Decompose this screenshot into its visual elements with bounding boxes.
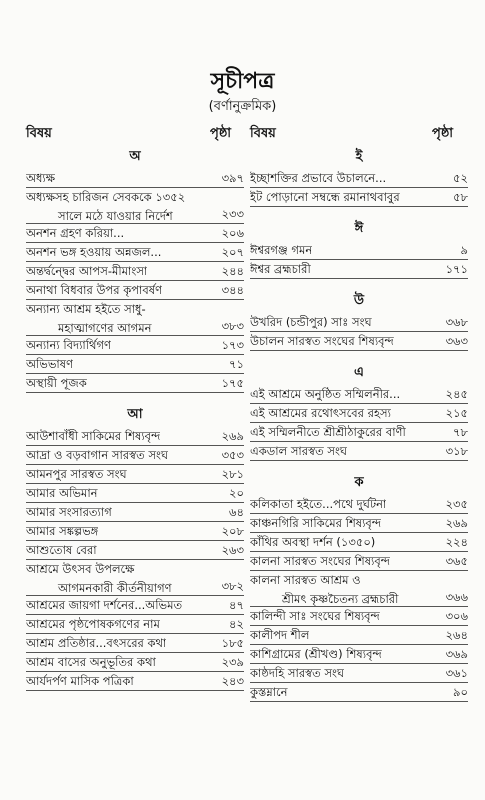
index-entry [250, 533, 468, 552]
entry-title: কালনা সারস্বত আশ্রম ও [250, 573, 361, 587]
entry-page: ৭৮ [453, 425, 468, 439]
entry-title: আমনপুর সারস্বত সংঘ [26, 467, 127, 481]
index-entry [26, 427, 244, 446]
entry-page: ৩৬৬ [445, 590, 468, 604]
entry-title: অন্তর্দ্বন্দ্বের আপস-মীমাংসা [26, 264, 148, 278]
entry-title: আশ্রমের জায়গা দর্শনের...অভিমত [26, 598, 183, 612]
section-letter: এ [354, 365, 364, 380]
entry-page: ২১৫ [445, 406, 468, 420]
entry-title: কাঁথির অবস্থা দর্শন (১৩৫০) [250, 535, 376, 549]
row-divider [26, 392, 244, 393]
entry-page: ৫৮ [453, 190, 468, 204]
entry-page: ২০৬ [221, 226, 244, 240]
entry-page: ৩৬৫ [445, 554, 468, 568]
index-entry [250, 332, 468, 351]
entry-title: আশ্রম বাসের অনুভূতির কথা [26, 655, 156, 669]
entry-page: ২০৮ [221, 524, 244, 538]
entry-page: ৩০৬ [445, 609, 468, 623]
entry-title: এই আশ্রমের রথোৎসবের রহস্য [250, 406, 391, 420]
entry-page: ২০৭ [221, 245, 244, 259]
entry-title: অভিভাষণ [26, 357, 74, 371]
entry-page: ৩৮৩ [221, 319, 244, 333]
entry-page: ২৪৫ [445, 387, 468, 401]
row-divider [250, 701, 468, 702]
entry-page: ১৭১ [445, 262, 468, 276]
header-page-right: পৃষ্ঠা [432, 126, 454, 141]
index-entry [250, 241, 468, 260]
entry-title: আউশাবাঁধী সাকিমের শিষ্যবৃন্দ [26, 429, 161, 443]
index-entry [250, 664, 468, 683]
entry-title: অন্যান্য আশ্রম হইতে সাধু- [26, 302, 146, 316]
entry-page: ৭১ [229, 357, 244, 371]
entry-page: ১৭৫ [221, 376, 244, 390]
entry-title: কালীপদ শীল [250, 628, 310, 642]
index-entry [250, 571, 468, 607]
entry-page: ৩৪৪ [221, 283, 244, 297]
entry-page: ৯ [460, 243, 468, 257]
entry-page: ২৬৪ [445, 628, 468, 642]
entry-page: ২০ [229, 486, 244, 500]
index-entry [26, 672, 244, 691]
entry-page: ৫২ [453, 171, 468, 185]
index-entry [250, 260, 468, 279]
index-entry [250, 423, 468, 442]
index-entry [26, 355, 244, 374]
entry-title: কুস্তম্নানে [250, 685, 288, 699]
index-entry [26, 188, 244, 224]
index-entry [250, 607, 468, 626]
entry-page: ৩৯৭ [221, 171, 244, 185]
entry-title: কাষ্ঠদহি সারস্বত সংঘ [250, 666, 345, 680]
index-entry [26, 541, 244, 560]
index-entry [250, 404, 468, 423]
row-divider [26, 690, 244, 691]
entry-title: আশ্রম প্রতিষ্ঠার...বৎসরের কথা [26, 636, 167, 650]
entry-title: আমার সংসারত্যাগ [26, 505, 112, 519]
section-letter: ই [355, 149, 363, 164]
page-title: সূচীপত্র [210, 69, 275, 94]
section-letter: ঈ [354, 221, 364, 236]
entry-title: শ্রীমৎ কৃষ্ণচৈতন্য ব্রহ্মচারী [282, 592, 399, 606]
index-entry [250, 442, 468, 461]
section-letter: ক [354, 475, 364, 490]
entry-title: আগমনকারী কীর্তনীয়াগণ [58, 581, 172, 595]
entry-page: ১৭৩ [221, 338, 244, 352]
index-entry [26, 300, 244, 336]
entry-page: ২৩৩ [221, 207, 244, 221]
entry-title: উখরিদ (চন্ডীপুর) সাঃ সংঘ [250, 315, 372, 329]
row-divider [250, 350, 468, 351]
entry-page: ৪৭ [229, 598, 244, 612]
entry-page: ৪২ [229, 617, 244, 631]
entry-title: অন্যান্য বিদ্যার্থিগণ [26, 338, 111, 352]
entry-title: সালে মঠে যাওয়ার নির্দেশ [58, 209, 173, 223]
entry-page: ১৮৫ [221, 636, 244, 650]
entry-page: ৩৬৯ [445, 647, 468, 661]
entry-title: উচালন সারস্বত সংঘের শিষ্যবৃন্দ [250, 334, 394, 348]
entry-title: আর্যদর্পণ মাসিক পত্রিকা [26, 674, 134, 688]
entry-title: কাঞ্চনগিরি সাকিমের শিষ্যবৃন্দ [250, 516, 382, 530]
entry-page: ৬৪ [229, 505, 244, 519]
index-entry [26, 560, 244, 596]
entry-title: অনশন গ্রহণ করিয়া... [26, 226, 125, 240]
index-entry [26, 634, 244, 653]
entry-title: আশুতোষ বেরা [26, 543, 97, 557]
index-entry [26, 596, 244, 615]
index-entry [26, 503, 244, 522]
entry-title: কাশিগ্রামের (শ্রীখণ্ড) শিষ্যবৃন্দ [250, 647, 382, 661]
entry-title: অধ্যক্ষসহ চারিজন সেবককে ১৩৫২ [26, 190, 186, 204]
index-entry [26, 446, 244, 465]
entry-title: কালনা সারস্বত সংঘের শিষ্যবৃন্দ [250, 554, 390, 568]
index-entry [250, 552, 468, 571]
page-subtitle: (বর্ণানুক্রমিক) [208, 99, 277, 114]
entry-title: ইচ্ছাশক্তির প্রভাবে উচালনে... [250, 171, 387, 185]
entry-title: আমার সঙ্কল্পভঙ্গ [26, 524, 99, 538]
entry-title: ঈশ্বর ব্রহ্মচারী [250, 262, 311, 276]
entry-title: কলিকাতা হইতে...পথে দুর্ঘটনা [250, 497, 387, 511]
index-entry [26, 281, 244, 300]
header-subject-right: বিষয় [250, 126, 276, 141]
entry-page: ৩৫৩ [221, 448, 244, 462]
entry-page: ২৬৯ [445, 516, 468, 530]
section-letter: উ [353, 293, 365, 308]
index-entry [250, 313, 468, 332]
entry-page: ৩৬১ [445, 666, 468, 680]
entry-title: আশ্রমের পৃষ্ঠপোষকগণের নাম [26, 617, 160, 631]
index-column-left [26, 145, 244, 691]
index-entry [26, 653, 244, 672]
entry-page: ২২৪ [445, 535, 468, 549]
index-entry [250, 169, 468, 188]
entry-page: ২৮১ [221, 467, 244, 481]
index-entry [26, 336, 244, 355]
row-divider [250, 278, 468, 279]
entry-page: ২৪৪ [221, 264, 244, 278]
index-entry [26, 522, 244, 541]
entry-title: আদ্রা ও বড়বাগান সারস্বত সংঘ [26, 448, 169, 462]
index-entry [26, 484, 244, 503]
index-entry [250, 495, 468, 514]
index-entry [26, 224, 244, 243]
index-entry [250, 385, 468, 404]
entry-page: ৩১৮ [445, 444, 468, 458]
entry-title: এই সম্মিলনীতে শ্রীশ্রীঠাকুরের বাণী [250, 425, 406, 439]
entry-title: আমার অভিমান [26, 486, 98, 500]
row-divider [250, 206, 468, 207]
section-letter: আ [127, 407, 143, 422]
entry-page: ৩৮২ [221, 579, 244, 593]
index-entry [26, 374, 244, 393]
entry-page: ২৬৩ [221, 543, 244, 557]
entry-title: ঈশ্বরগঞ্জ গমন [250, 243, 313, 257]
entry-title: ইট পোড়ানো সম্বন্ধে রমানাথবাবুর [250, 190, 400, 204]
header-page-left: পৃষ্ঠা [210, 126, 232, 141]
index-entry [26, 243, 244, 262]
index-entry [250, 188, 468, 207]
entry-title: অধ্যক্ষ [26, 171, 56, 185]
index-entry [250, 645, 468, 664]
entry-title: একডাল সারস্বত সংঘ [250, 444, 348, 458]
index-entry [250, 683, 468, 702]
entry-title: অস্থায়ী পূজক [26, 376, 87, 390]
entry-page: ২৩৯ [221, 655, 244, 669]
entry-title: কালিন্দী সাঃ সংঘের শিষ্যবৃন্দ [250, 609, 380, 623]
index-entry [250, 514, 468, 533]
entry-page: ২৬৯ [221, 429, 244, 443]
header-subject-left: বিষয় [26, 126, 52, 141]
entry-page: ৯০ [453, 685, 468, 699]
entry-page: ৩৬৩ [445, 334, 468, 348]
entry-title: অনাথা বিধবার উপর কৃপাবর্ষণ [26, 283, 163, 297]
index-entry [26, 262, 244, 281]
entry-page: ৩৬৮ [445, 315, 468, 329]
entry-title: আশ্রমে উৎসব উপলক্ষে [26, 562, 135, 576]
entry-page: ২৩৫ [445, 497, 468, 511]
index-entry [26, 465, 244, 484]
index-entry [26, 169, 244, 188]
row-divider [250, 460, 468, 461]
entry-title: এই আশ্রমে অনুষ্ঠিত সম্মিলনীর... [250, 387, 401, 401]
index-entry [250, 626, 468, 645]
index-entry [26, 615, 244, 634]
index-column-right [250, 145, 468, 702]
entry-title: অনশন ভঙ্গ হওয়ায় অন্নজল... [26, 245, 162, 259]
entry-title: মহাত্মাগণের আগমন [58, 321, 152, 335]
entry-page: ২৪৩ [221, 674, 244, 688]
section-letter: অ [129, 149, 141, 164]
